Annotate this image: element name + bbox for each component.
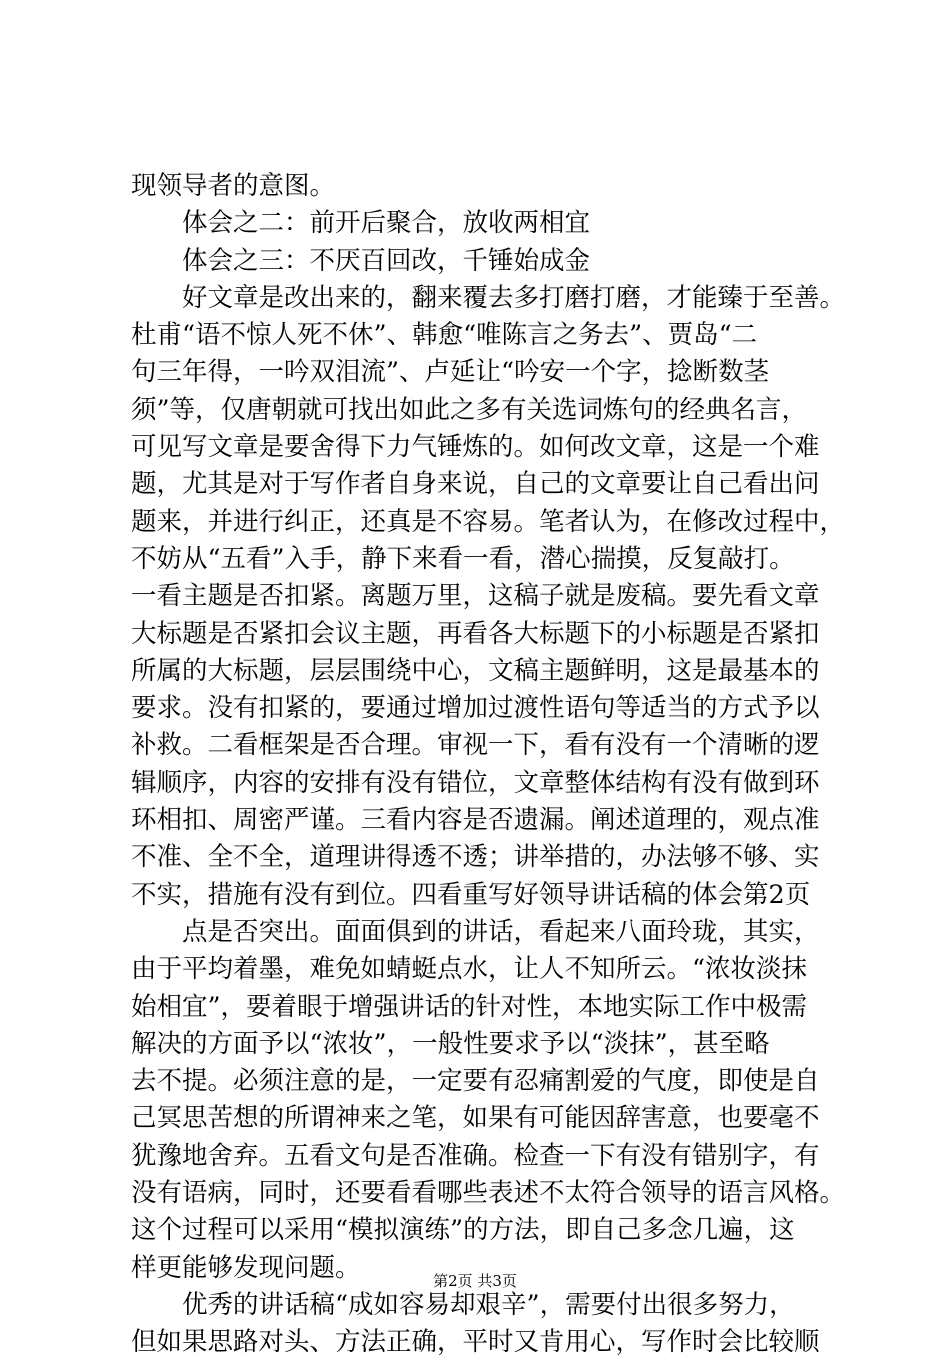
text-line: 由于平均着墨，难免如蜻蜓点水，让人不知所云。“浓妆淡抹 bbox=[131, 954, 808, 985]
text-line: 辑顺序，内容的安排有没有错位，文章整体结构有没有做到环 bbox=[131, 767, 820, 798]
text-line: 去不提。必须注意的是，一定要有忍痛割爱的气度，即使是自 bbox=[131, 1066, 820, 1097]
text-line: 不妨从“五看”入手，静下来看一看，潜心揣摸，反复敲打。 bbox=[131, 543, 795, 574]
text-line: 没有语病，同时，还要看看哪些表述不太符合领导的语言风格。 bbox=[131, 1178, 846, 1209]
body-text bbox=[131, 168, 846, 1362]
text-line: 不实，措施有没有到位。四看重写好领导讲话稿的体会第2页 bbox=[131, 879, 811, 910]
text-line: 要求。没有扣紧的，要通过增加过渡性语句等适当的方式予以 bbox=[131, 693, 820, 724]
page-number: 第2页 共3页 bbox=[433, 1272, 517, 1290]
text-line: 不准、全不全，道理讲得透不透；讲举措的，办法够不够、实 bbox=[131, 842, 820, 873]
text-line: 可见写文章是要舍得下力气锤炼的。如何改文章，这是一个难 bbox=[131, 432, 820, 463]
text-line: 点是否突出。面面俱到的讲话，看起来八面玲珑，其实， bbox=[131, 916, 820, 947]
text-line: 大标题是否紧扣会议主题，再看各大标题下的小标题是否紧扣 bbox=[131, 618, 820, 649]
text-line: 己冥思苦想的所谓神来之笔，如果有可能因辞害意，也要毫不 bbox=[131, 1103, 820, 1134]
text-line: 所属的大标题，层层围绕中心，文稿主题鲜明，这是最基本的 bbox=[131, 655, 820, 686]
text-line: 杜甫“语不惊人死不休”、韩愈“唯陈言之务去”、贾岛“二 bbox=[131, 320, 758, 351]
text-line: 解决的方面予以“浓妆”，一般性要求予以“淡抹”，甚至略 bbox=[131, 1028, 770, 1059]
text-line: 始相宜”，要着眼于增强讲话的针对性，本地实际工作中极需 bbox=[131, 991, 808, 1022]
text-line: 补救。二看框架是否合理。审视一下，看有没有一个清晰的逻 bbox=[131, 730, 820, 761]
text-line: 优秀的讲话稿“成如容易却艰辛”，需要付出很多努力， bbox=[131, 1289, 795, 1320]
page-footer bbox=[0, 1271, 950, 1291]
text-line: 犹豫地舍弃。五看文句是否准确。检查一下有没有错别字，有 bbox=[131, 1140, 820, 1171]
text-line: 现领导者的意图。 bbox=[131, 171, 336, 201]
text-line: 须”等，仅唐朝就可找出如此之多有关选词炼句的经典名言， bbox=[131, 394, 808, 425]
text-line: 题，尤其是对于写作者自身来说，自己的文章要让自己看出问 bbox=[131, 469, 820, 500]
text-line: 一看主题是否扣紧。离题万里，这稿子就是废稿。要先看文章 bbox=[131, 581, 820, 612]
text-line: 样更能够发现问题。 bbox=[131, 1252, 361, 1283]
text-line: 句三年得，一吟双泪流”、卢延让“吟安一个字，捻断数茎 bbox=[131, 357, 770, 388]
text-line: 体会之三：不厌百回改，千锤始成金 bbox=[131, 245, 591, 276]
text-line: 但如果思路对头、方法正确，平时又肯用心，写作时会比较顺 bbox=[131, 1327, 820, 1358]
text-line: 体会之二：前开后聚合，放收两相宜 bbox=[131, 208, 591, 239]
text-line: 好文章是改出来的，翻来覆去多打磨打磨，才能臻于至善。 bbox=[131, 282, 846, 313]
text-line: 题来，并进行纠正，还真是不容易。笔者认为，在修改过程中， bbox=[131, 506, 846, 537]
text-line: 这个过程可以采用“模拟演练”的方法，即自己多念几遍，这 bbox=[131, 1215, 795, 1246]
text-line: 环相扣、周密严谨。三看内容是否遗漏。阐述道理的，观点准 bbox=[131, 805, 820, 836]
